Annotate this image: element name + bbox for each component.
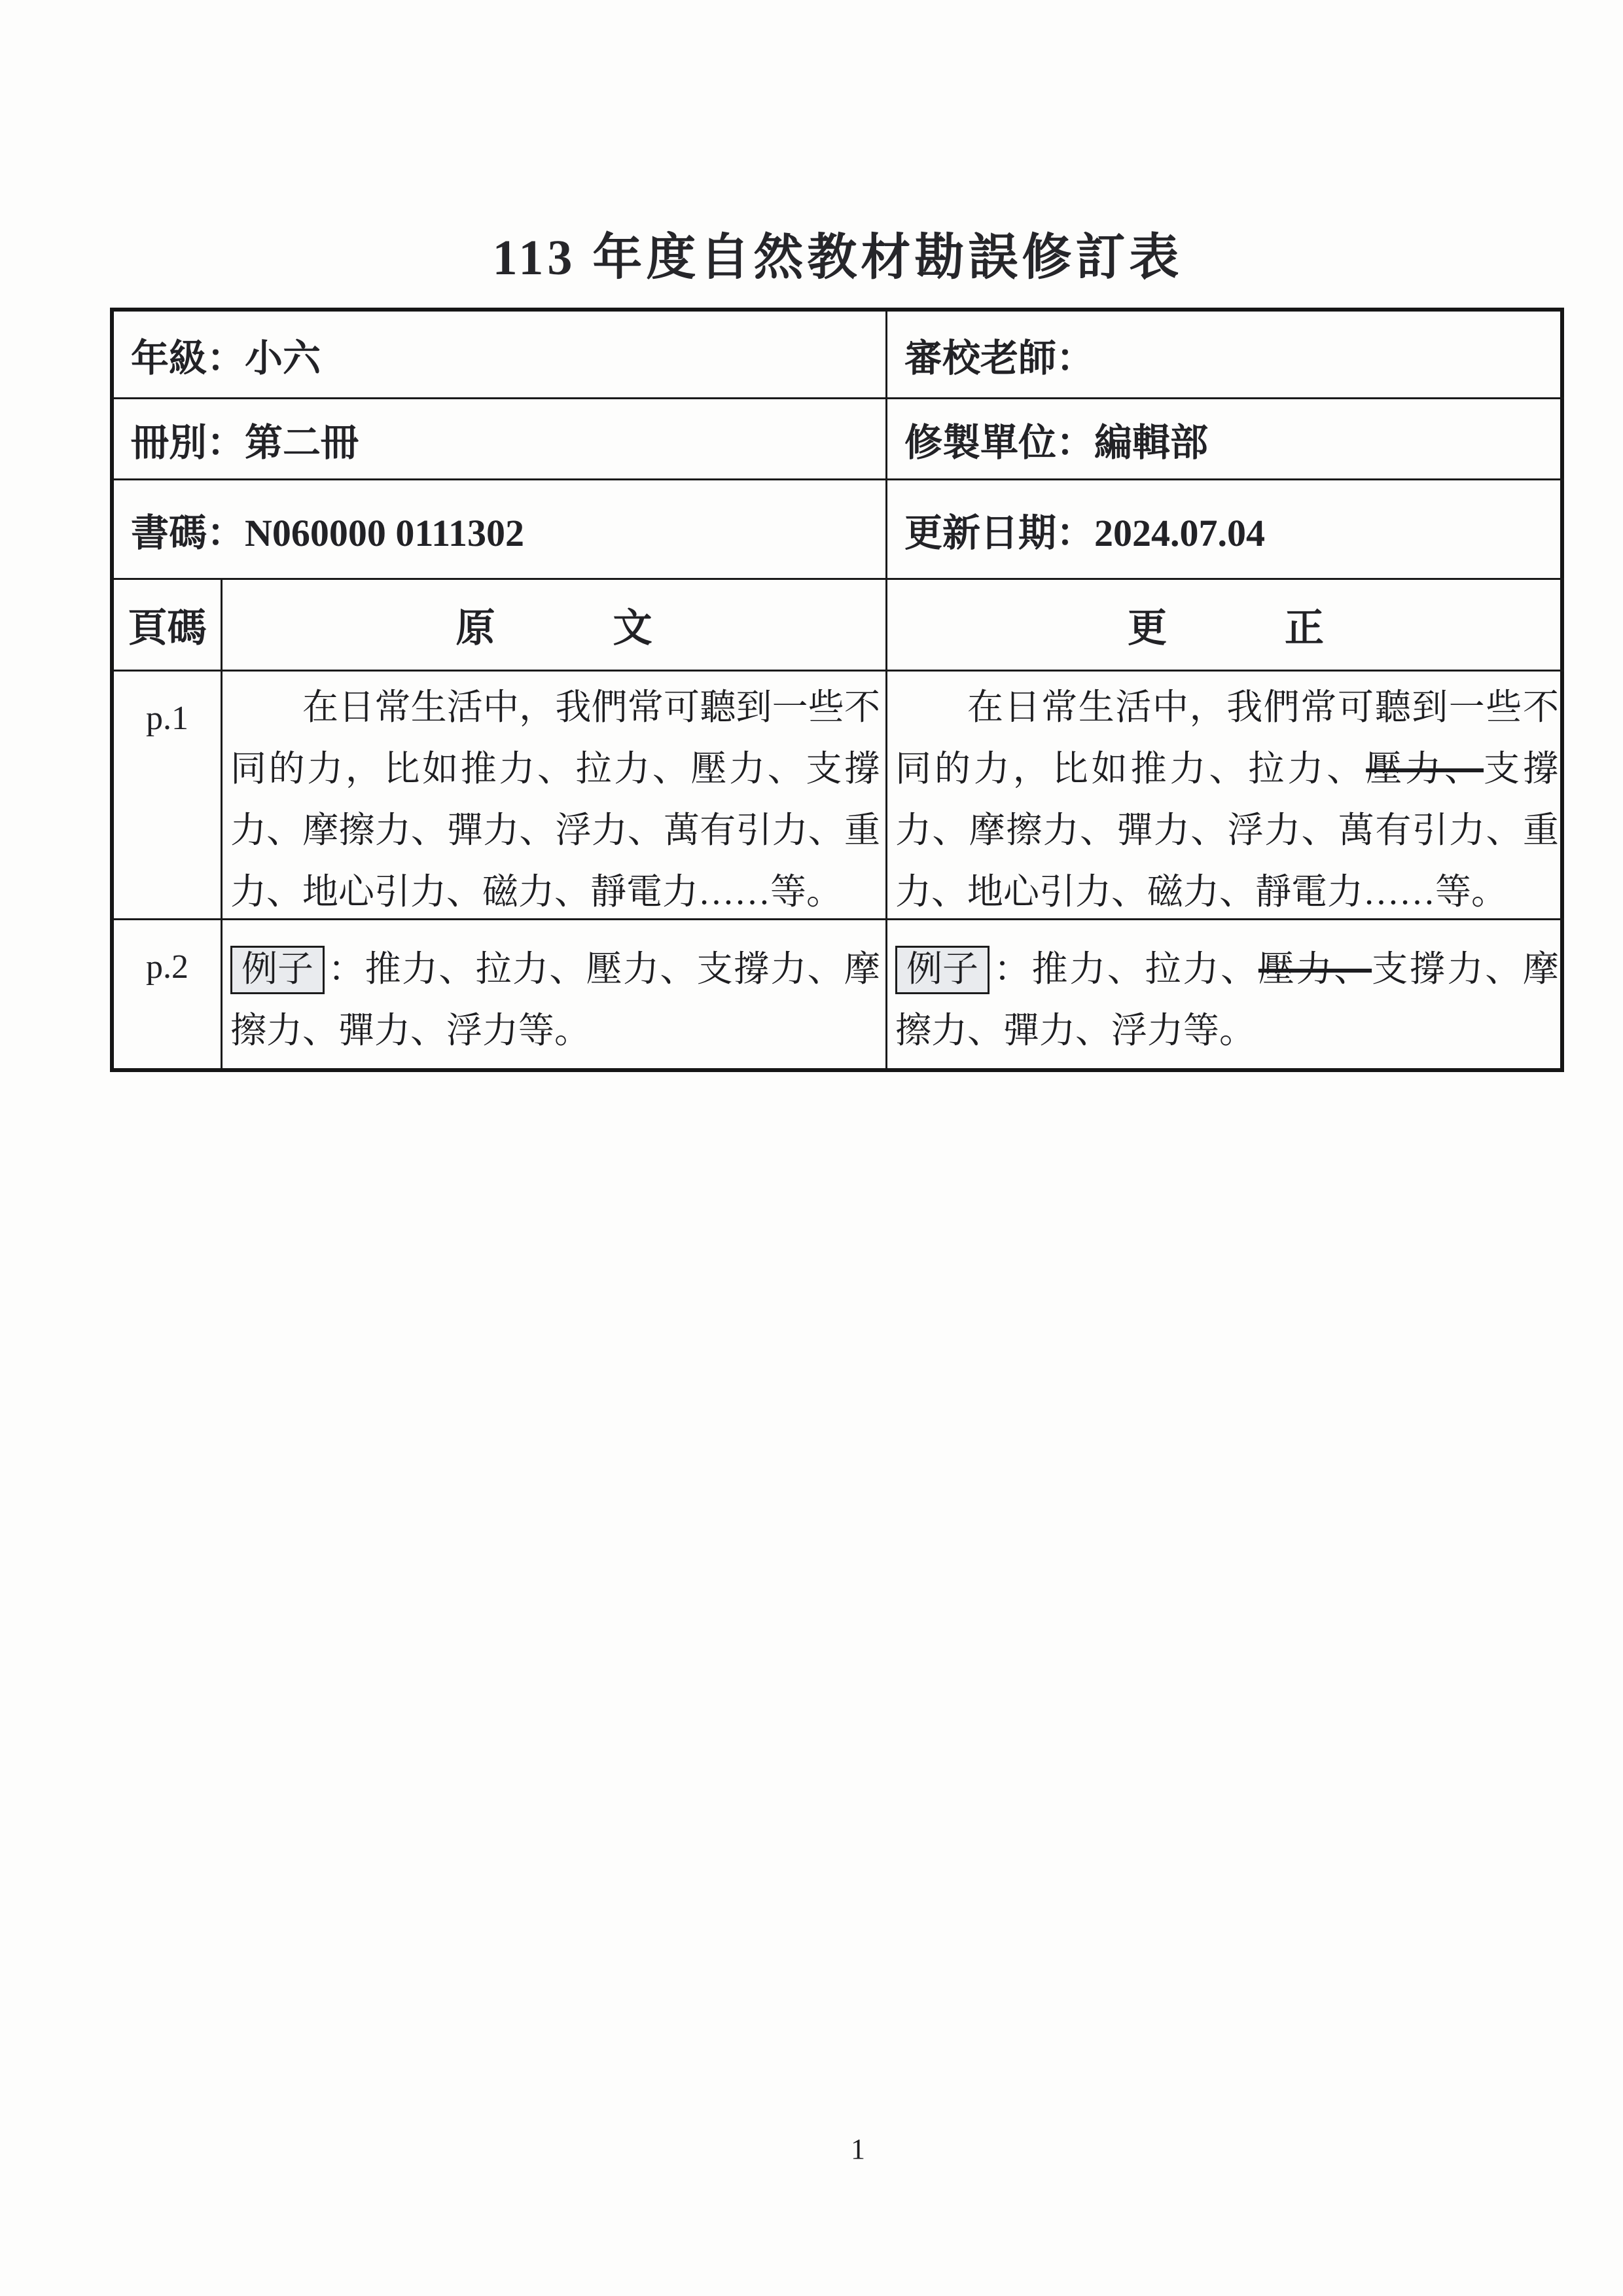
document-title: 113 年度自然教材勘誤修訂表 — [492, 230, 1183, 285]
update-date-cell: 更新日期：2024.07.04 — [887, 480, 1564, 580]
original-text-segment: 在日常生活中，我們常可聽到一些不同的力，比如推力、拉力、壓力、支撐力、摩擦力、彈力、浮力、萬有引力、重力、地心引力、磁力、靜電力……等。 — [230, 687, 880, 912]
correction-text-after: 支撐力、摩擦力、彈力、浮力、萬有引力、重力、地心引力、磁力、靜電力……等。 — [895, 749, 1559, 912]
correction-text-before: 在日常生活中，我們常可聽到一些不同的力，比如推力、拉力、 — [895, 687, 1559, 789]
struck-out-text: 壓力、 — [1366, 749, 1484, 789]
entry-p2-correction-cell — [887, 920, 1564, 1068]
entry-p1-page-label: p.1 — [114, 672, 223, 920]
example-label-box: 例子 — [895, 946, 990, 994]
volume-cell: 冊別：第二冊 — [114, 399, 887, 480]
correction-text-after: 支撐力、摩擦力、彈力、浮力等。 — [895, 949, 1559, 1050]
struck-out-text: 壓力、 — [1258, 949, 1372, 989]
example-label-box: 例子 — [230, 946, 325, 994]
entry-p2-original-text — [230, 939, 880, 1062]
column-header-original: 原 文 — [223, 580, 887, 672]
entry-p1-original-cell — [223, 672, 887, 920]
entry-p1-correction-cell — [887, 672, 1564, 920]
entry-p1-correction-text — [895, 677, 1559, 920]
page-number: 1 — [851, 2133, 865, 2165]
book-code-cell: 書碼：N060000 0111302 — [114, 480, 887, 580]
entry-p2-page-label: p.2 — [114, 920, 223, 1068]
grade-cell: 年級：小六 — [114, 312, 887, 399]
entry-p2-original-cell — [223, 920, 887, 1068]
revision-unit-cell: 修製單位：編輯部 — [887, 399, 1564, 480]
entry-p1-original-text — [230, 677, 880, 920]
entry-p2-correction-text — [895, 939, 1559, 1062]
reviewer-cell: 審校老師： — [887, 312, 1564, 399]
column-header-page: 頁碼 — [114, 580, 223, 672]
column-header-correction: 更 正 — [887, 580, 1564, 672]
original-text-segment: ：推力、拉力、壓力、支撐力、摩擦力、彈力、浮力等。 — [230, 949, 880, 1050]
correction-text-before: ：推力、拉力、 — [992, 949, 1258, 989]
errata-table — [110, 308, 1564, 1072]
